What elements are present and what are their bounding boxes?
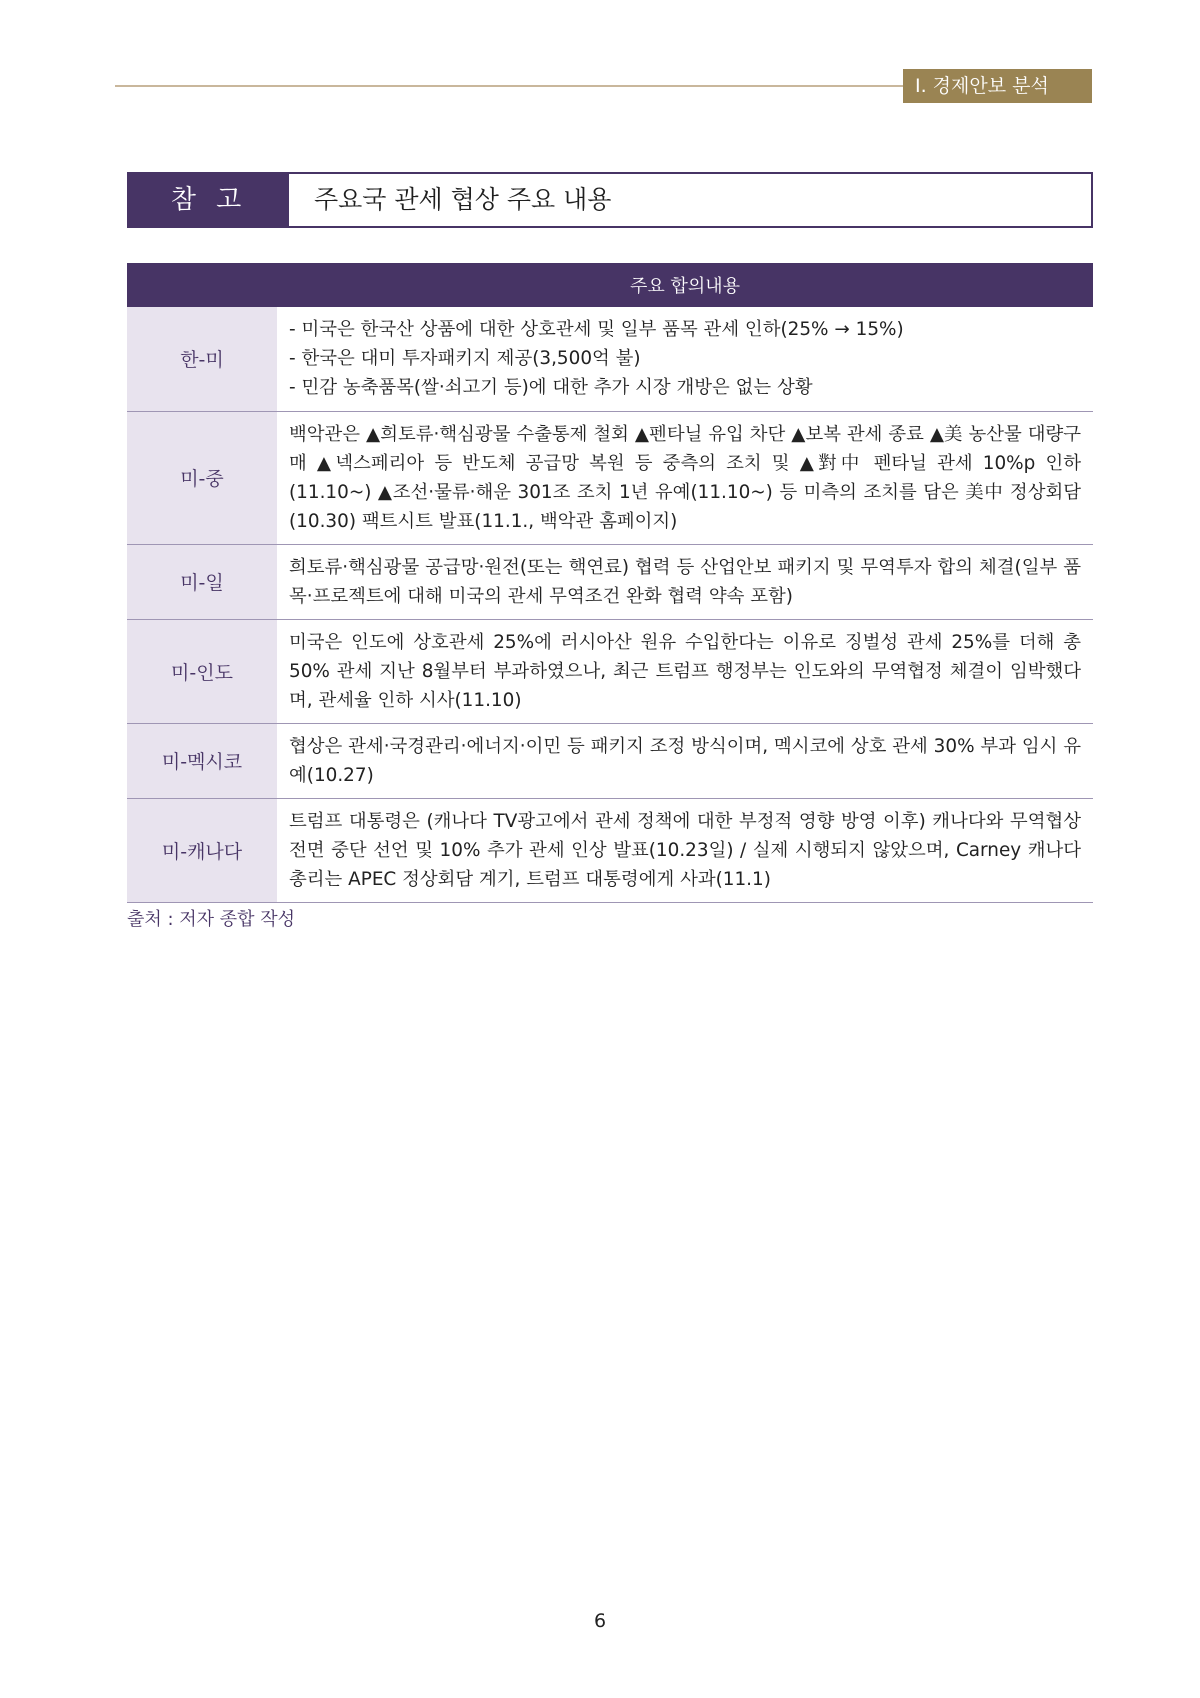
table-row <box>127 307 1093 411</box>
content-cell: 백악관은 ▲희토류·핵심광물 수출통제 철회 ▲펜타닐 유입 차단 ▲보복 관세 종료 ▲美 농산물 대량구매 ▲넥스페리아 등 반도체 공급망 복원 등 중측의 조치 및 ▲對中 펜타닐 관세 10%p 인하(11.10~) ▲조선·물류·해운 301조 조치 1년 유예(11.10~) 등 미측의 조치를 담은 美中 정상회담(10.30) 팩트시트 발표(11.1., 백악관 홈페이지) <box>277 411 1093 544</box>
reference-title: 주요국 관세 협상 주요 내용 <box>314 185 612 214</box>
agreement-table <box>127 263 1093 903</box>
table-header: 주요 합의내용 <box>277 263 1093 307</box>
reference-title-box <box>127 172 1093 228</box>
country-cell: 미-캐나다 <box>127 798 277 902</box>
reference-label: 참 고 <box>129 174 289 226</box>
table-row <box>127 723 1093 798</box>
bullet-line: - 민감 농축품목(쌀·쇠고기 등)에 대한 추가 시장 개방은 없는 상황 <box>289 377 813 399</box>
country-cell: 미-멕시코 <box>127 723 277 798</box>
country-cell: 미-일 <box>127 544 277 619</box>
content-cell: 트럼프 대통령은 (캐나다 TV광고에서 관세 정책에 대한 부정적 영향 방영 이후) 캐나다와 무역협상 전면 중단 선언 및 10% 추가 관세 인상 발표(10.23일) / 실제 시행되지 않았으며, Carney 캐나다 총리는 APEC 정상회담 계기, 트럼프 대통령에게 사과(11.1) <box>277 798 1093 902</box>
table-row <box>127 798 1093 902</box>
country-cell: 미-중 <box>127 411 277 544</box>
content-cell <box>277 307 1093 411</box>
country-cell: 미-인도 <box>127 619 277 723</box>
header-blank-cell <box>127 263 277 307</box>
content-cell: 희토류·핵심광물 공급망·원전(또는 핵연료) 협력 등 산업안보 패키지 및 무역투자 합의 체결(일부 품목·프로젝트에 대해 미국의 관세 무역조건 완화 협력 약속 포함) <box>277 544 1093 619</box>
header-divider <box>115 85 905 87</box>
country-cell: 한-미 <box>127 307 277 411</box>
bullet-line: - 미국은 한국산 상품에 대한 상호관세 및 일부 품목 관세 인하(25% → 15%) <box>289 319 904 341</box>
table-row <box>127 411 1093 544</box>
content-cell: 협상은 관세·국경관리·에너지·이민 등 패키지 조정 방식이며, 멕시코에 상호 관세 30% 부과 임시 유예(10.27) <box>277 723 1093 798</box>
page-number: 6 <box>593 1610 607 1632</box>
table-row <box>127 619 1093 723</box>
section-tag: Ⅰ. 경제안보 분석 <box>903 69 1092 103</box>
source-note: 출처 : 저자 종합 작성 <box>127 909 296 930</box>
table-row <box>127 544 1093 619</box>
content-cell: 미국은 인도에 상호관세 25%에 러시아산 원유 수입한다는 이유로 징벌성 관세 25%를 더해 총 50% 관세 지난 8월부터 부과하였으나, 최근 트럼프 행정부는 인도와의 무역협정 체결이 임박했다며, 관세율 인하 시사(11.10) <box>277 619 1093 723</box>
bullet-line: - 한국은 대미 투자패키지 제공(3,500억 불) <box>289 348 641 370</box>
